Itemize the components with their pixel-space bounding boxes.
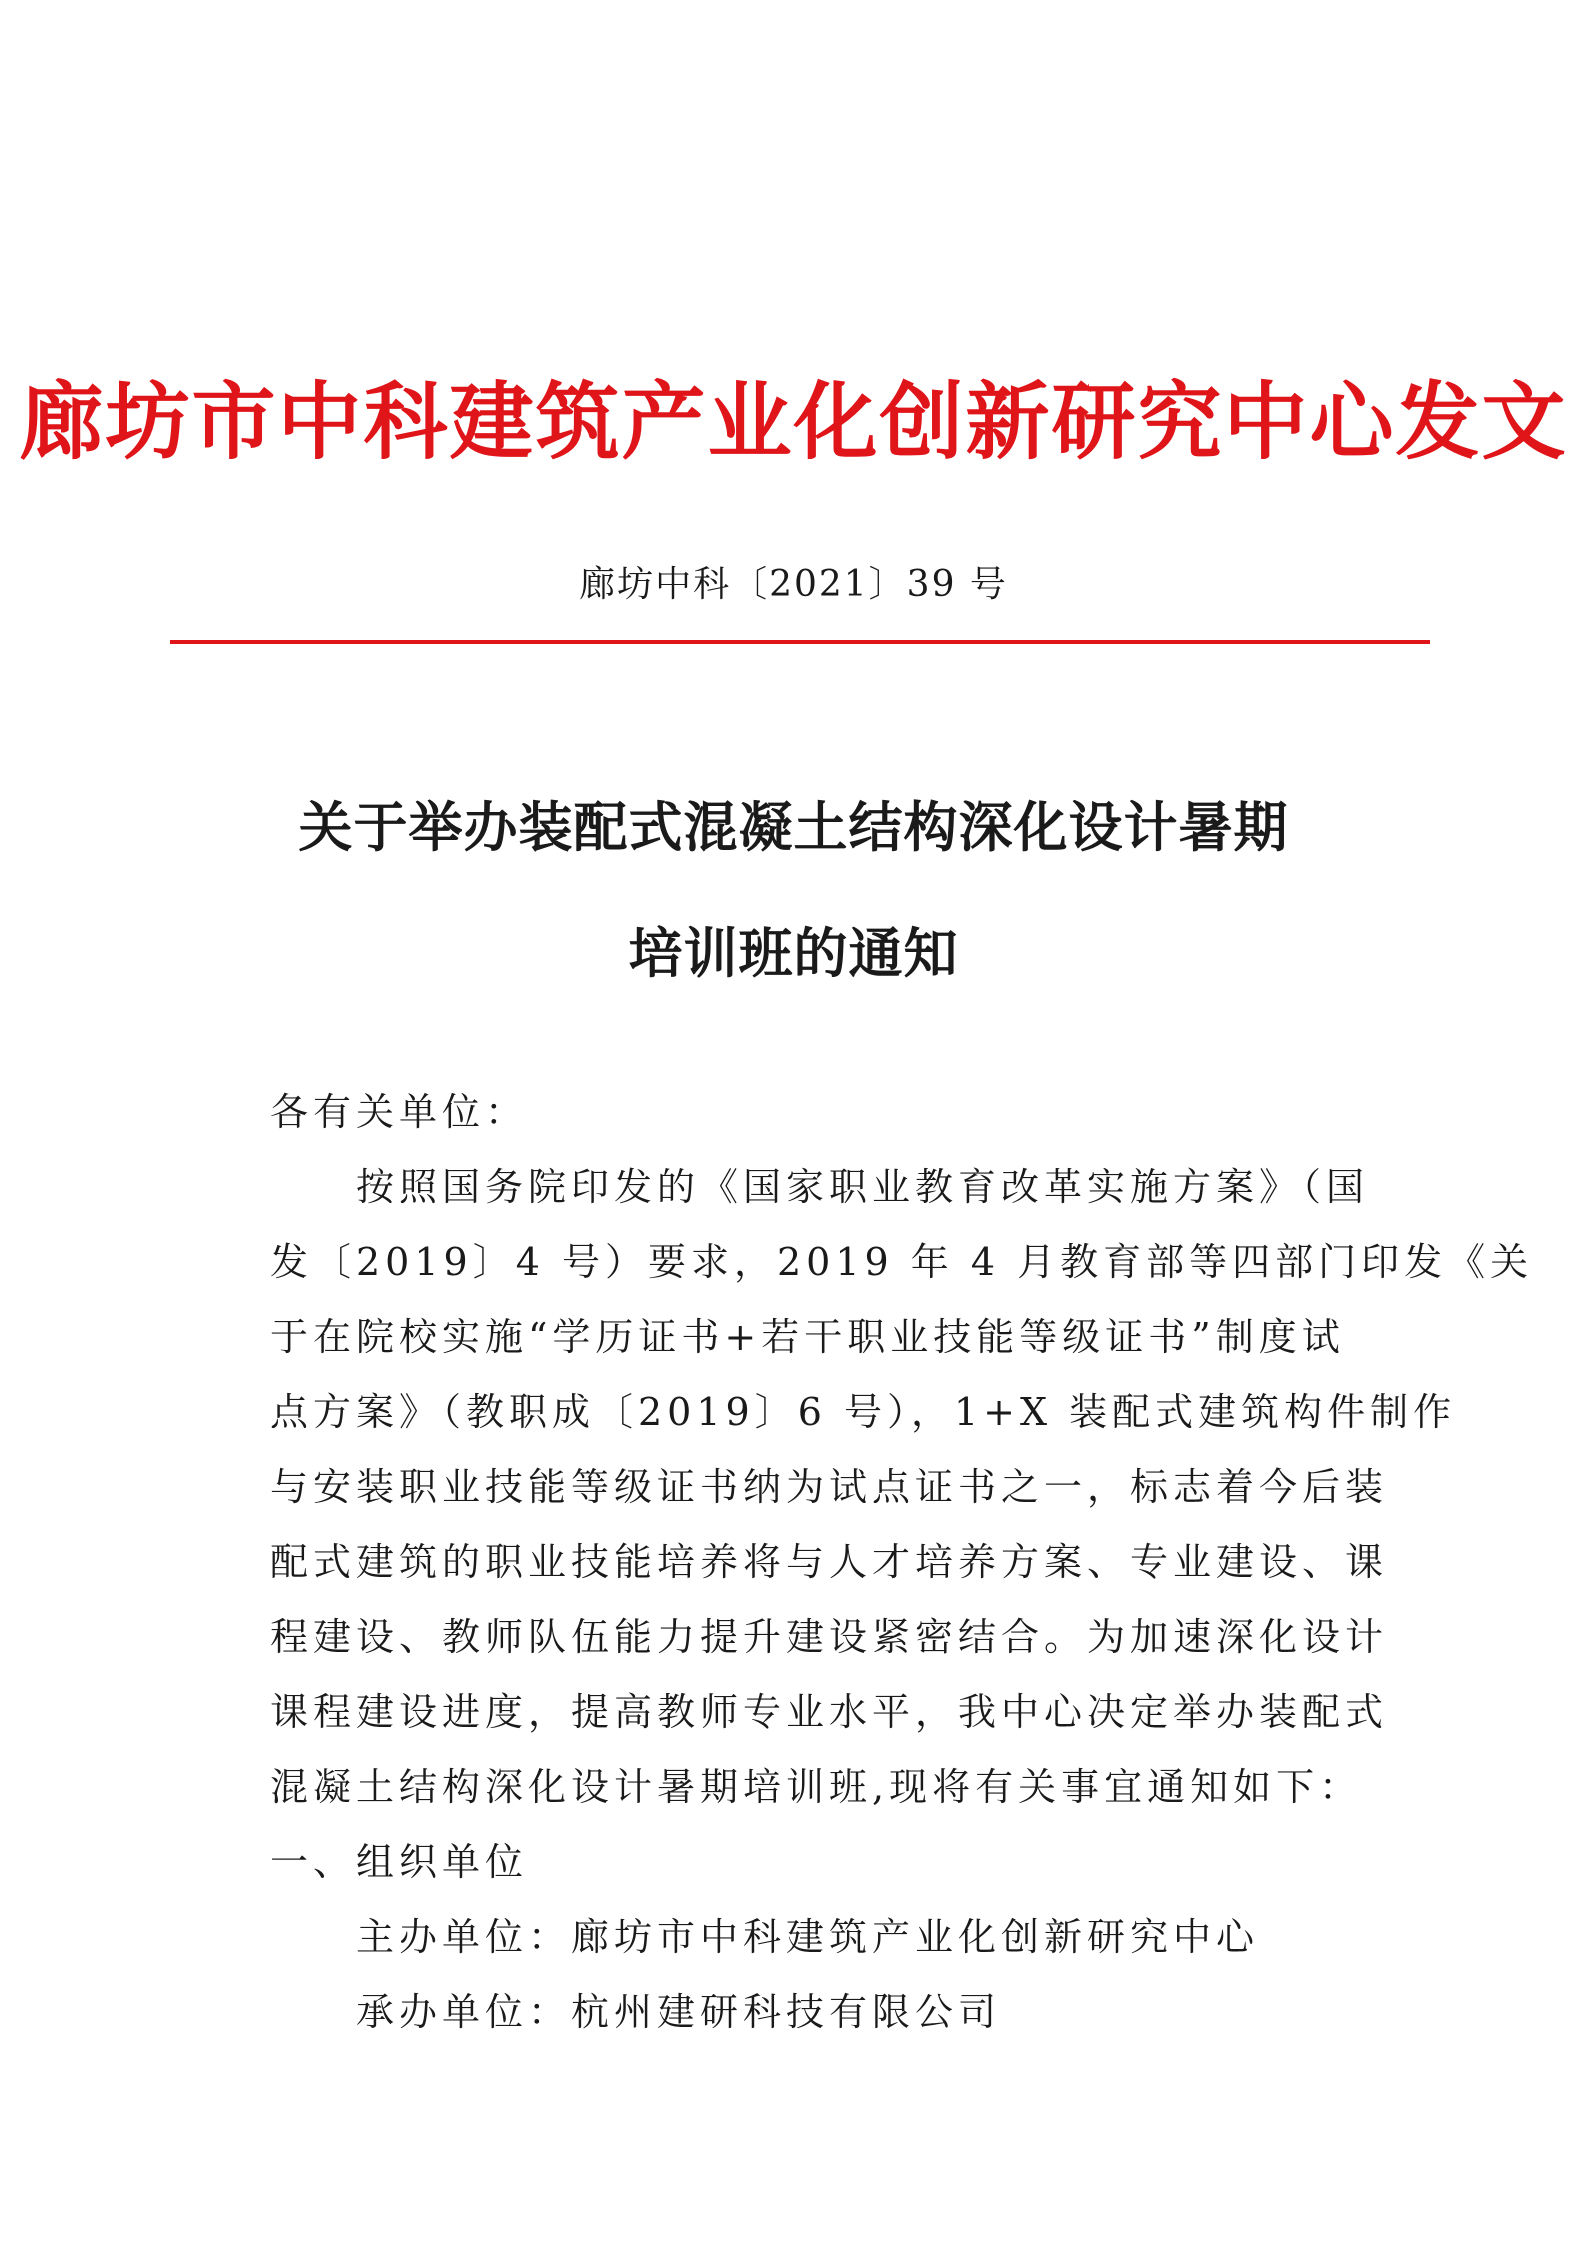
organizer-unit: 承办单位：杭州建研科技有限公司 xyxy=(356,1990,1002,2034)
salutation: 各有关单位： xyxy=(270,1090,529,1134)
paragraph-line: 配式建筑的职业技能培养将与人才培养方案、专业建设、课 xyxy=(270,1540,1389,1584)
notice-title-line-1: 关于举办装配式混凝土结构深化设计暑期 xyxy=(298,795,1289,859)
notice-body xyxy=(270,1075,1534,2050)
paragraph-line: 发〔2019〕4 号）要求，2019 年 4 月教育部等四部门印发《关 xyxy=(270,1240,1534,1284)
paragraph-line: 课程建设进度，提高教师专业水平，我中心决定举办装配式 xyxy=(270,1690,1389,1734)
paragraph-line: 于在院校实施“学历证书+若干职业技能等级证书”制度试 xyxy=(270,1315,1345,1359)
document-number: 廊坊中科〔2021〕39 号 xyxy=(579,564,1008,605)
paragraph-line: 点方案》（教职成〔2019〕6 号），1+X 装配式建筑构件制作 xyxy=(270,1390,1457,1434)
section-1-heading: 一、组织单位 xyxy=(270,1840,529,1884)
paragraph-line: 混凝土结构深化设计暑期培训班,现将有关事宜通知如下： xyxy=(270,1765,1363,1809)
notice-title-line-2: 培训班的通知 xyxy=(628,921,959,985)
paragraph-line: 程建设、教师队伍能力提升建设紧密结合。为加速深化设计 xyxy=(270,1615,1389,1659)
paragraph-line: 按照国务院印发的《国家职业教育改革实施方案》（国 xyxy=(356,1165,1370,1209)
paragraph-line: 与安装职业技能等级证书纳为试点证书之一，标志着今后装 xyxy=(270,1465,1389,1509)
issuer-title: 廊坊市中科建筑产业化创新研究中心发文 xyxy=(19,372,1568,471)
host-unit: 主办单位：廊坊市中科建筑产业化创新研究中心 xyxy=(356,1915,1260,1959)
red-divider-rule xyxy=(170,640,1430,644)
